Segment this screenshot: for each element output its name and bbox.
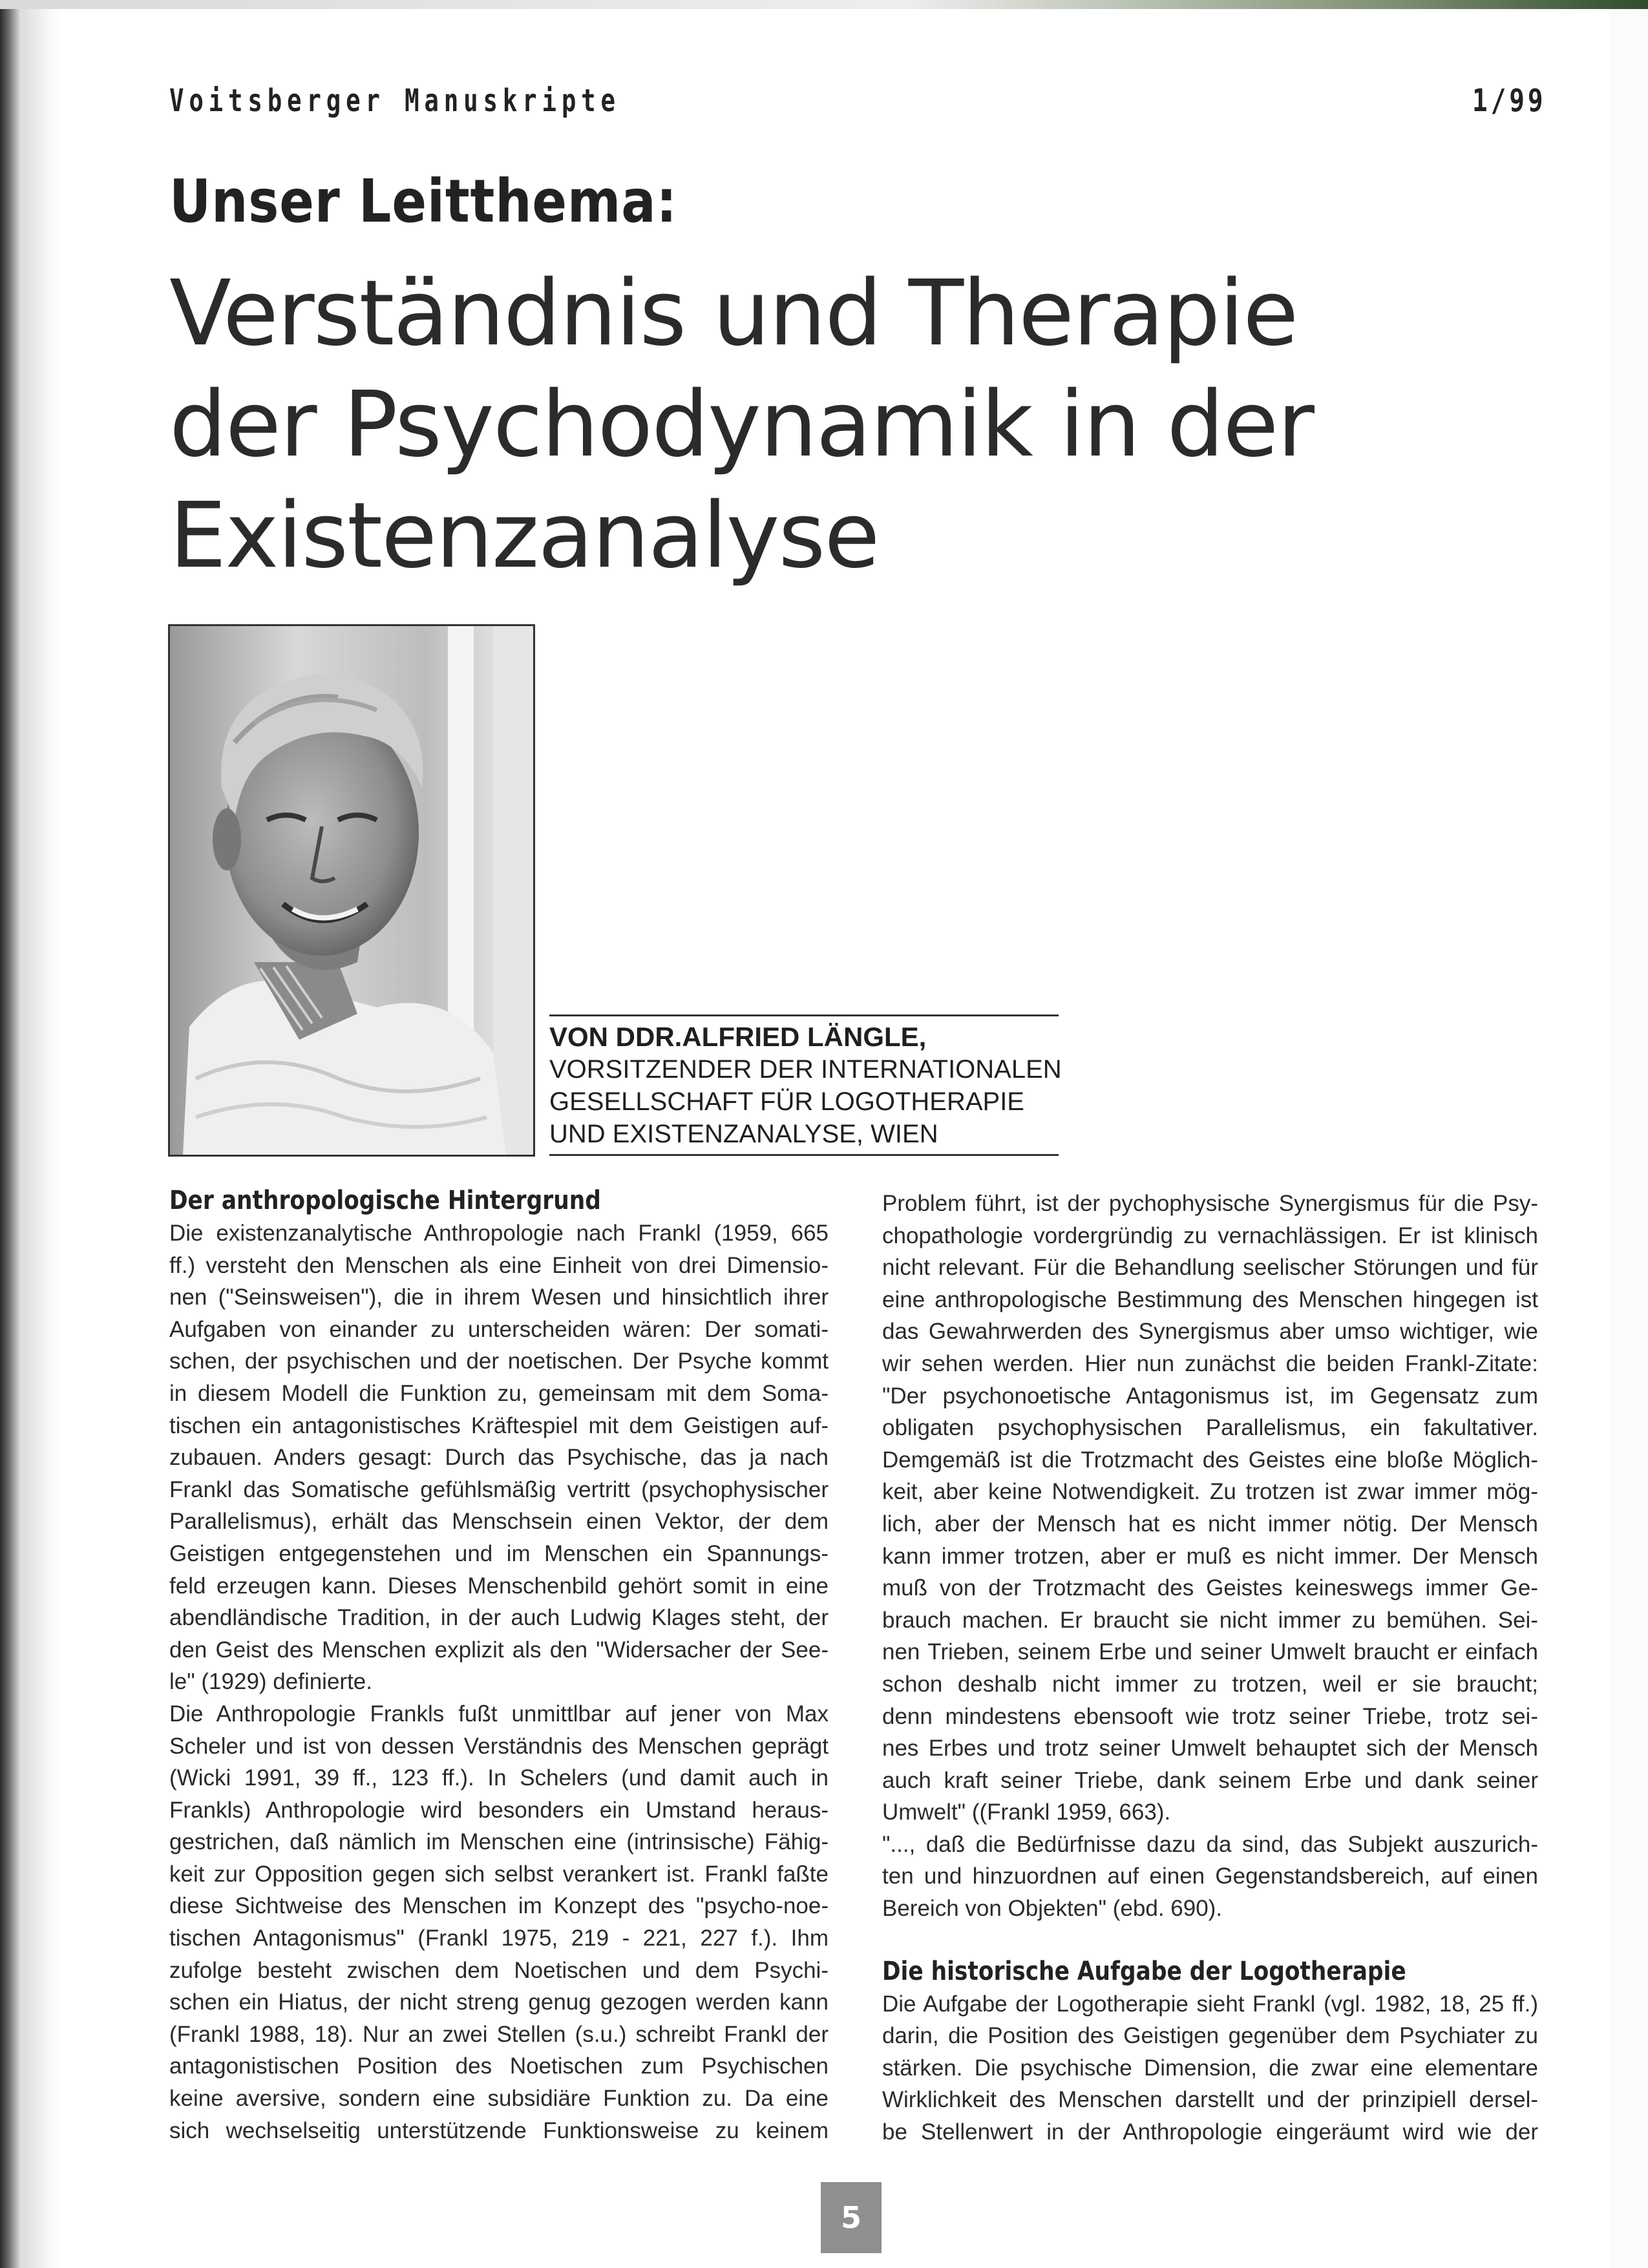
title-line: Existenzanalyse <box>169 483 879 589</box>
text-line: Geistigen entgegenstehen und im Menschen ein Spannungs- <box>169 1540 829 1566</box>
text-line: tischen Antagonismus" (Frankl 1975, 219 - 221, 227 f.). Ihm <box>169 1926 829 1951</box>
text-line: gestrichen, daß nämlich im Menschen eine (intrinsische) Fähig- <box>169 1829 829 1855</box>
text-line: stärken. Die psychische Dimension, die zwar eine elementare <box>882 2055 1538 2081</box>
author-portrait <box>168 624 535 1157</box>
text-line: "Der psychonoetische Antagonismus ist, im Gegensatz zum <box>882 1383 1538 1409</box>
text-line: brauch machen. Er braucht sie nicht immer zu bemühen. Sei- <box>882 1607 1538 1633</box>
author-byline <box>549 1021 1066 1150</box>
text-line: zubauen. Anders gesagt: Durch das Psychische, das ja nach <box>169 1445 829 1471</box>
text-line: Frankls) Anthropologie wird besonders ein Umstand heraus- <box>169 1797 829 1823</box>
title-line: der Psychodynamik in der <box>169 372 1313 478</box>
text-line: kann immer trotzen, aber er muß es nicht immer. Der Mensch <box>882 1543 1538 1569</box>
text-line: denn mindestens ebensooft wie trotz seiner Triebe, trotz sei- <box>882 1703 1538 1729</box>
byline-line: UND EXISTENZANALYSE, WIEN <box>549 1120 938 1148</box>
text-line: Frankl das Somatische gefühlsmäßig vertritt (psychophysischer <box>169 1476 829 1502</box>
scan-shadow-left <box>22 0 61 2268</box>
text-column-right <box>882 1188 1538 2148</box>
text-line: Die Aufgabe der Logotherapie sieht Frankl (vgl. 1982, 18, 25 ff.) <box>882 1991 1538 2017</box>
issue-number: 1/99 <box>1472 83 1547 119</box>
text-line: darin, die Position des Geistigen gegenüber dem Psychiater zu <box>882 2023 1538 2049</box>
text-line: nicht relevant. Für die Behandlung seelischer Störungen und für <box>882 1255 1538 1281</box>
text-line: auch kraft seiner Triebe, dank seinem Erbe und dank seiner <box>882 1767 1538 1793</box>
text-line: das Gewahrwerden des Synergismus aber umso wichtiger, wie <box>882 1319 1538 1345</box>
text-line: keit, aber keine Notwendigkeit. Zu trotzen ist zwar immer mög- <box>882 1479 1538 1505</box>
text-line: be Stellenwert in der Anthropologie eingeräumt wird wie der <box>882 2119 1538 2145</box>
text-line: ten und hinzuordnen auf einen Gegenstandsbereich, auf einen <box>882 1864 1538 1889</box>
byline-rule <box>549 1014 1059 1016</box>
text-line: obligaten psychophysischen Parallelismus, ein fakultativer. <box>882 1415 1538 1441</box>
text-line: keit zur Opposition gegen sich selbst verankert ist. Frankl faßte <box>169 1861 829 1887</box>
text-line: zufolge besteht zwischen dem Noetischen und dem Psychi- <box>169 1957 829 1983</box>
text-line: Die existenzanalytische Anthropologie nach Frankl (1959, 665 <box>169 1221 829 1246</box>
page-number: 5 <box>821 2182 882 2253</box>
article-kicker: Unser Leitthema: <box>169 167 677 236</box>
text-line: feld erzeugen kann. Dieses Menschenbild gehört somit in eine <box>169 1573 829 1599</box>
text-line: diese Sichtweise des Menschen im Konzept des "psycho-noe- <box>169 1893 829 1919</box>
text-line: Scheler und ist von dessen Verständnis des Menschen geprägt <box>169 1733 829 1759</box>
text-line: Umwelt" ((Frankl 1959, 663). <box>882 1800 1171 1825</box>
byline-author: VON DDR.ALFRIED LÄNGLE, <box>549 1022 927 1052</box>
scan-edge-right <box>1609 9 1648 2268</box>
text-line: tischen ein antagonistisches Kräftespiel mit dem Geistigen auf- <box>169 1412 829 1438</box>
byline-line: VORSITZENDER DER INTERNATIONALEN <box>549 1055 1062 1084</box>
text-line: muß von der Trotzmacht des Geistes keineswegs immer Ge- <box>882 1575 1538 1601</box>
text-line: Die Anthropologie Frankls fußt unmittlbar auf jener von Max <box>169 1701 829 1727</box>
text-line: chopathologie vordergründig zu vernachlässigen. Er ist klinisch <box>882 1223 1538 1248</box>
text-line: Wirklichkeit des Menschen darstellt und der prinzipiell dersel- <box>882 2087 1538 2113</box>
text-line: schon deshalb nicht immer zu trotzen, weil er sie braucht; <box>882 1671 1538 1697</box>
scan-edge-top <box>0 0 1648 9</box>
text-line: (Wicki 1991, 39 ff., 123 ff.). In Schelers (und damit auch in <box>169 1765 829 1791</box>
text-line: Parallelismus), erhält das Menschsein einen Vektor, der dem <box>169 1509 829 1535</box>
paragraph-block <box>169 1217 829 2147</box>
text-line: abendländische Tradition, in der auch Ludwig Klages steht, der <box>169 1605 829 1631</box>
paragraph-block <box>882 1188 1538 1925</box>
text-line: Bereich von Objekten" (ebd. 690). <box>882 1896 1223 1922</box>
journal-name: Voitsberger Manuskripte <box>169 83 620 119</box>
text-line: nen ("Seinsweisen"), die in ihrem Wesen und hinsichtlich ihrer <box>169 1285 829 1310</box>
byline-line: GESELLSCHAFT FÜR LOGOTHERAPIE <box>549 1087 1024 1116</box>
text-column-left <box>169 1184 829 2147</box>
text-line: schen, der psychischen und der noetischen. Der Psyche kommt <box>169 1349 829 1374</box>
paragraph-block <box>882 1988 1538 2148</box>
text-line: sich wechselseitig unterstützende Funktionsweise zu keinem <box>169 2117 829 2143</box>
section-heading: Der anthropologische Hintergrund <box>169 1186 601 1215</box>
scan-edge-left <box>0 0 22 2268</box>
article-title <box>169 258 1462 592</box>
text-line: eine anthropologische Bestimmung des Menschen hingegen ist <box>882 1286 1538 1312</box>
text-line: Aufgaben von einander zu unterscheiden wären: Der somati- <box>169 1316 829 1342</box>
byline-rule <box>549 1154 1059 1156</box>
text-line: Problem führt, ist der pychophysische Synergismus für die Psy- <box>882 1191 1538 1216</box>
text-line: schen ein Hiatus, der nicht streng genug gezogen werden kann <box>169 1990 829 2015</box>
text-line: in diesem Modell die Funktion zu, gemeinsam mit dem Soma- <box>169 1380 829 1406</box>
text-line: nen Trieben, seinem Erbe und seiner Umwelt braucht er einfach <box>882 1639 1538 1665</box>
text-line: Demgemäß ist die Trotzmacht des Geistes eine bloße Möglich- <box>882 1447 1538 1473</box>
text-line: keine aversive, sondern eine subsidiäre Funktion zu. Da eine <box>169 2086 829 2112</box>
title-line: Verständnis und Therapie <box>169 261 1298 366</box>
text-line: ff.) versteht den Menschen als eine Einheit von drei Dimensio- <box>169 1252 829 1278</box>
section-heading: Die historische Aufgabe der Logotherapie <box>882 1956 1406 1986</box>
text-line: den Geist des Menschen explizit als den "Widersacher der See- <box>169 1637 829 1663</box>
text-line: wir sehen werden. Hier nun zunächst die beiden Frankl-Zitate: <box>882 1350 1538 1376</box>
text-line: nes Erbes und trotz seiner Umwelt behauptet sich der Mensch <box>882 1736 1538 1761</box>
text-line: antagonistischen Position des Noetischen zum Psychischen <box>169 2053 829 2079</box>
text-line: lich, aber der Mensch hat es nicht immer nötig. Der Mensch <box>882 1511 1538 1537</box>
text-line: le" (1929) definierte. <box>169 1669 372 1695</box>
portrait-illustration <box>170 626 533 1155</box>
text-line: "..., daß die Bedürfnisse dazu da sind, das Subjekt auszurich- <box>882 1831 1538 1857</box>
text-line: (Frankl 1988, 18). Nur an zwei Stellen (s.u.) schreibt Frankl der <box>169 2021 829 2047</box>
